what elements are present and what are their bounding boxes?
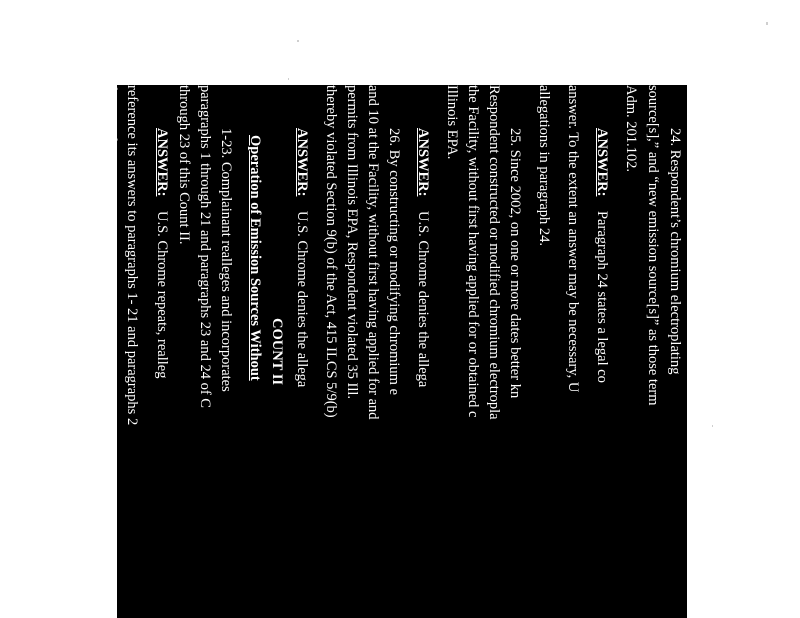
paragraph-24b-line-1: 24. Section 201.143 of the Board regulation	[74, 128, 90, 383]
answer-26-line	[291, 128, 313, 387]
paragraph-26-line-3: permits from Illinois EPA, Respondent violated 35 Ill.	[344, 85, 360, 400]
answer-24-text: Paragraph 24 states a legal co	[594, 210, 610, 383]
paragraph-1-23-line-1: 1-23. Complainant realleges and incorporates	[218, 128, 234, 392]
scan-speck	[297, 40, 299, 42]
paragraph-1-23-line-3: through 23 of this Count II.	[176, 85, 192, 245]
paragraph-1-23-line-2: paragraphs 1 through 21 and paragraphs 23 and 24 of C	[197, 85, 213, 408]
answer-24-line-1	[591, 128, 613, 383]
paragraph-24-line-2: source[s],” and “new emission source[s]” as those term	[645, 85, 661, 406]
paragraph-25-line-3: the Facility, without first having applied for or obtained c	[465, 85, 481, 418]
answer-25-label: ANSWER:	[415, 128, 431, 197]
answer-26-label: ANSWER:	[294, 128, 310, 197]
answer-1-23-line-3: fully set forth herein.	[103, 85, 119, 208]
rotated-document-text	[53, 85, 687, 618]
answer-26-text: U.S. Chrome denies the allega	[294, 210, 310, 388]
paragraph-25-line-4: Illinois EPA.	[444, 85, 460, 160]
count-heading: COUNT II	[269, 317, 285, 385]
paragraph-26-line-1: 26. By constructing or modifying chromium e	[386, 128, 402, 396]
paragraph-26-line-2: and 10 at the Facility, without first having applied for and	[365, 85, 381, 420]
answer-24-line-3: allegations in paragraph 24.	[536, 85, 552, 247]
answer-25-text: U.S. Chrome denies the allega	[415, 210, 431, 388]
answer-1-23-text: U.S. Chrome repeats, realleg	[154, 210, 170, 379]
answer-24-label: ANSWER:	[594, 128, 610, 197]
paragraph-24-line-1: 24. Respondent’s chromium electroplating	[667, 128, 683, 375]
answer-1-23-line-1	[151, 128, 173, 379]
scan-speck	[288, 78, 289, 80]
answer-1-23-label: ANSWER:	[154, 128, 170, 197]
count-subheading: Operation of Emission Sources Without	[247, 135, 263, 381]
paragraph-24b-line-2: 201.143, provides, as follows:	[53, 85, 69, 260]
answer-1-23-line-2: reference its answers to paragraphs 1- 21 and paragraphs 2	[124, 85, 140, 426]
answer-25-line	[412, 128, 434, 387]
scan-speck	[766, 22, 768, 25]
answer-24-line-2: answer. To the extent an answer may be necessary, U	[565, 85, 581, 393]
scan-speck	[712, 425, 713, 427]
paragraph-24-line-3: Adm. 201.102.	[623, 85, 639, 172]
paragraph-26-line-4: thereby violated Section 9(b) of the Act, 415 ILCS 5/9(b)	[323, 85, 339, 418]
scanned-page	[53, 85, 687, 618]
paragraph-25-line-1: 25. Since 2002, on one or more dates better kn	[507, 128, 523, 399]
paragraph-25-line-2: Respondent constructed or modified chromium electropla	[486, 85, 502, 420]
